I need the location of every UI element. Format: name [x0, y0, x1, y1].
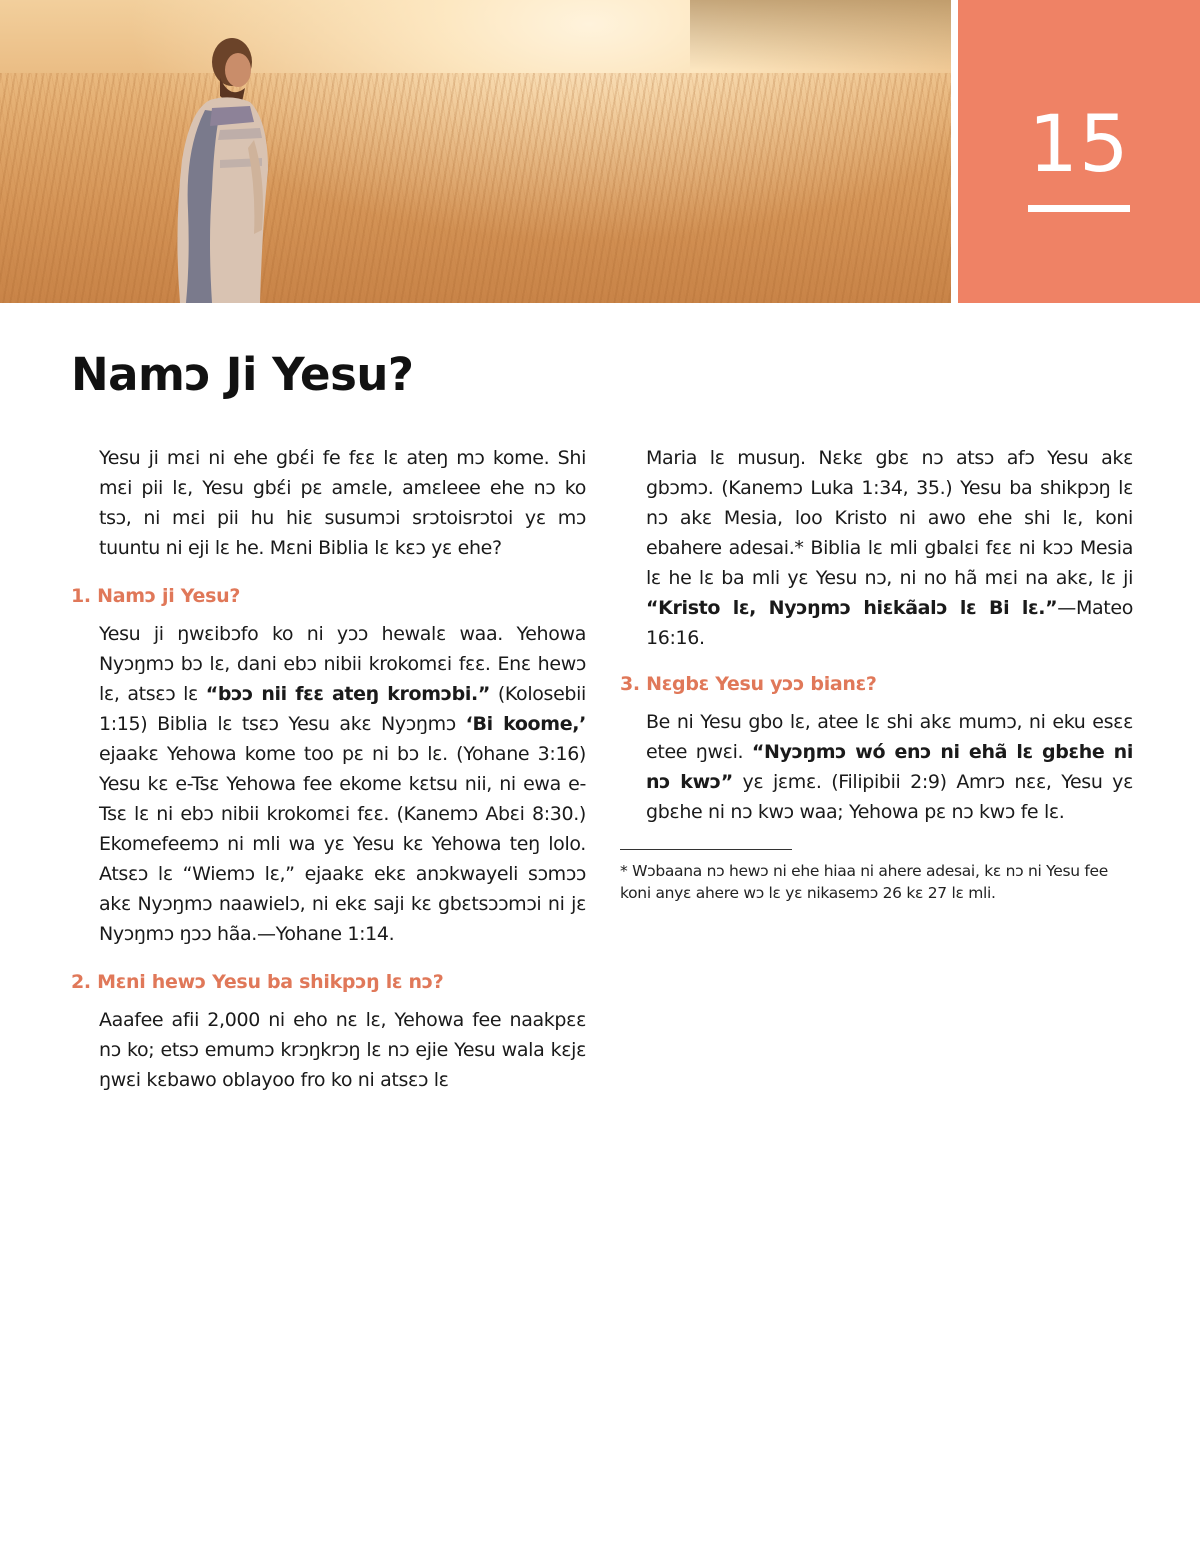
answer-paragraph-2-continued	[620, 443, 1133, 653]
answer-paragraph-2: Aaafee afii 2,000 ni eho nɛ lɛ, Yehowa fee naakpɛɛ nɔ ko; etsɔ emumɔ krɔŋkrɔŋ lɛ nɔ ejie Yesu wala kɛjɛ ŋwɛi kɛbawo oblayoo fro ko ni atsɛɔ lɛ	[99, 1009, 586, 1091]
question-heading-1: 1. Namɔ ji Yesu?	[71, 585, 241, 607]
left-column	[71, 443, 586, 1095]
text-span: Yesu ji ŋwɛibɔfo ko ni yɔɔ hewalɛ waa. Yehowa Nyɔŋmɔ bɔ lɛ, dani ebɔ nibii krokomɛi fɛɛ. Enɛ hewɔ lɛ, atsɛɔ lɛ	[99, 623, 586, 705]
answer-paragraph-3	[620, 707, 1133, 827]
page-title: Namɔ Ji Yesu?	[71, 348, 414, 401]
text-span: (Kolosebii 1:15) Biblia lɛ tsɛɔ Yesu akɛ Nyɔŋmɔ	[99, 683, 586, 735]
right-column	[620, 443, 1133, 904]
text-span: yɛ jɛmɛ. (Filipibii 2:9) Amrɔ nɛɛ, Yesu yɛ gbɛhe ni nɔ kwɔ waa; Yehowa pɛ nɔ kwɔ fe lɛ.	[646, 771, 1133, 823]
footnote: * Wɔbaana nɔ hewɔ ni ehe hiaa ni ahere adesai, kɛ nɔ ni Yesu fee koni anyɛ ahere wɔ lɛ yɛ nikasemɔ 26 kɛ 27 lɛ mli.	[620, 862, 1109, 902]
text-span: Be ni Yesu gbo lɛ, atee lɛ shi akɛ mumɔ, ni eku esɛɛ etee ŋwɛi.	[646, 711, 1133, 763]
bold-quote: “Nyɔŋmɔ wó enɔ ni ehã lɛ gbɛhe ni nɔ kwɔ”	[646, 741, 1134, 793]
question-heading-3: 3. Nɛgbɛ Yesu yɔɔ bianɛ?	[620, 673, 877, 695]
bold-quote: “Kristo lɛ, Nyɔŋmɔ hiɛkãalɔ lɛ Bi lɛ.”	[646, 597, 1058, 619]
hero-photo	[0, 0, 951, 303]
text-span: Maria lɛ musuŋ. Nɛkɛ gbɛ nɔ atsɔ afɔ Yesu akɛ gbɔmɔ. (Kanemɔ Luka 1:34, 35.) Yesu ba shikpɔŋ lɛ nɔ akɛ Mesia, loo Kristo ni awo ehe shi lɛ, koni ebahere adesai.* Biblia lɛ mli gbalɛi fɛɛ ni kɔɔ Mesia lɛ he lɛ ba mli yɛ Yesu nɔ, ni no hã mɛi na akɛ, lɛ ji	[646, 447, 1133, 589]
footnote-divider	[620, 849, 792, 850]
text-span: ejaakɛ Yehowa kome too pɛ ni bɔ lɛ. (Yohane 3:16) Yesu kɛ e-Tsɛ Yehowa fee ekome kɛtsu nii, ni ewa e-Tsɛ lɛ ni ebɔ nibii krokomɛi fɛɛ. (Kanemɔ Abɛi 8:30.) Ekomefeemɔ ni mli wa yɛ Yesu kɛ Yehowa teŋ lolo. Atsɛɔ lɛ “Wiemɔ lɛ,” ejaakɛ ekɛ anɔkwayeli sɔmɔɔ akɛ Nyɔŋmɔ naawielɔ, ni ekɛ saji kɛ gbɛtsɔɔmɔi ni jɛ Nyɔŋmɔ ŋɔɔ hãa.—Yohane 1:14.	[99, 743, 586, 945]
man-figure	[150, 30, 290, 303]
bold-quote: “bɔɔ nii fɛɛ ateŋ kromɔbi.”	[205, 683, 491, 705]
answer-paragraph-1	[71, 619, 586, 949]
question-heading-2: 2. Mɛni hewɔ Yesu ba shikpɔŋ lɛ nɔ?	[71, 971, 444, 993]
text-span: —Mateo 16:16.	[646, 597, 1133, 649]
chapter-number: 15	[1028, 100, 1130, 190]
bold-quote: ‘Bi koome,’	[465, 713, 586, 735]
intro-paragraph: Yesu ji mɛi ni ehe gbɛ́i fe fɛɛ lɛ ateŋ mɔ kome. Shi mɛi pii lɛ, Yesu gbɛ́i pɛ amɛle, amɛleee ehe nɔ ko tsɔ, ni mɛi pii hu hiɛ susumɔi srɔtoisrɔtoi yɛ mɔ tuuntu ni eji lɛ he. Mɛni Biblia lɛ kɛɔ yɛ ehe?	[99, 447, 586, 559]
chapter-underline	[1028, 205, 1130, 212]
grass-field	[0, 73, 951, 303]
chapter-badge	[958, 0, 1200, 303]
background-trees	[690, 0, 951, 70]
